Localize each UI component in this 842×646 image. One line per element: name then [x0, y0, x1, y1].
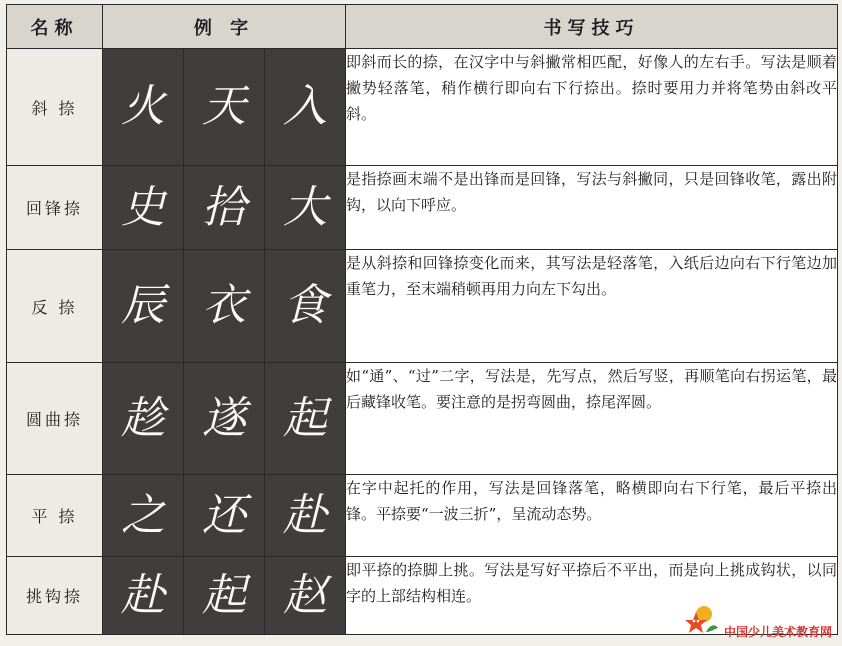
technique-text: 是指捺画末端不是出锋而是回锋，写法与斜撇同，只是回锋收笔，露出附钩，以向下呼应。 [346, 166, 838, 250]
example-char: 起 [184, 557, 265, 635]
stroke-name: 斜 捺 [7, 49, 103, 166]
technique-text: 如“通”、“过”二字，写法是，先写点，然后写竖，再顺笔向右拐运笔，最后藏锋收笔。要注意的是拐弯圆曲，捺尾浑圆。 [346, 363, 838, 475]
technique-text: 即平捺的捺脚上挑。写法是写好平捺后不平出，而是向上挑成钩状，以同字的上部结构相连。 [346, 557, 838, 635]
example-char: 趁 [103, 363, 184, 475]
example-char: 天 [184, 49, 265, 166]
table-row [7, 363, 838, 475]
stroke-name: 反 捺 [7, 250, 103, 363]
header-name: 名称 [7, 5, 103, 49]
example-char: 遂 [184, 363, 265, 475]
technique-text: 是从斜捺和回锋捺变化而来，其写法是轻落笔，入纸后边向右下行笔边加重笔力，至末端稍顿再用力向左下勾出。 [346, 250, 838, 363]
example-char: 赴 [265, 475, 346, 557]
example-char: 入 [265, 49, 346, 166]
example-char: 赴 [103, 557, 184, 635]
example-char: 之 [103, 475, 184, 557]
watermark-text: 中国少儿美术教育网 [723, 625, 832, 639]
example-char: 拾 [184, 166, 265, 250]
table-row [7, 49, 838, 166]
technique-text: 在字中起托的作用，写法是回锋落笔，略横即向右下行笔，最后平捺出锋。平捺要“一波三折”，呈流动态势。 [346, 475, 838, 557]
example-char: 赵 [265, 557, 346, 635]
site-watermark [682, 601, 832, 640]
example-char: 大 [265, 166, 346, 250]
example-char: 还 [184, 475, 265, 557]
example-char: 起 [265, 363, 346, 475]
table-row [7, 475, 838, 557]
header-examples: 例 字 [103, 5, 346, 49]
stroke-guide-table [6, 4, 838, 635]
table-row [7, 166, 838, 250]
technique-text: 即斜而长的捺，在汉字中与斜撇常相匹配，好像人的左右手。写法是顺着撇势轻落笔，稍作横行即向右下行捺出。捺时要用力并将笔势由斜改平斜。 [346, 49, 838, 166]
header-row [7, 5, 838, 49]
stroke-name: 挑钩捺 [7, 557, 103, 635]
table-row [7, 250, 838, 363]
example-char: 衣 [184, 250, 265, 363]
example-char: 史 [103, 166, 184, 250]
stroke-name: 回锋捺 [7, 166, 103, 250]
example-char: 食 [265, 250, 346, 363]
stroke-name: 平 捺 [7, 475, 103, 557]
stroke-name: 圆曲捺 [7, 363, 103, 475]
example-char: 辰 [103, 250, 184, 363]
header-technique: 书写技巧 [346, 5, 838, 49]
kids-logo-icon [682, 602, 720, 640]
example-char: 火 [103, 49, 184, 166]
